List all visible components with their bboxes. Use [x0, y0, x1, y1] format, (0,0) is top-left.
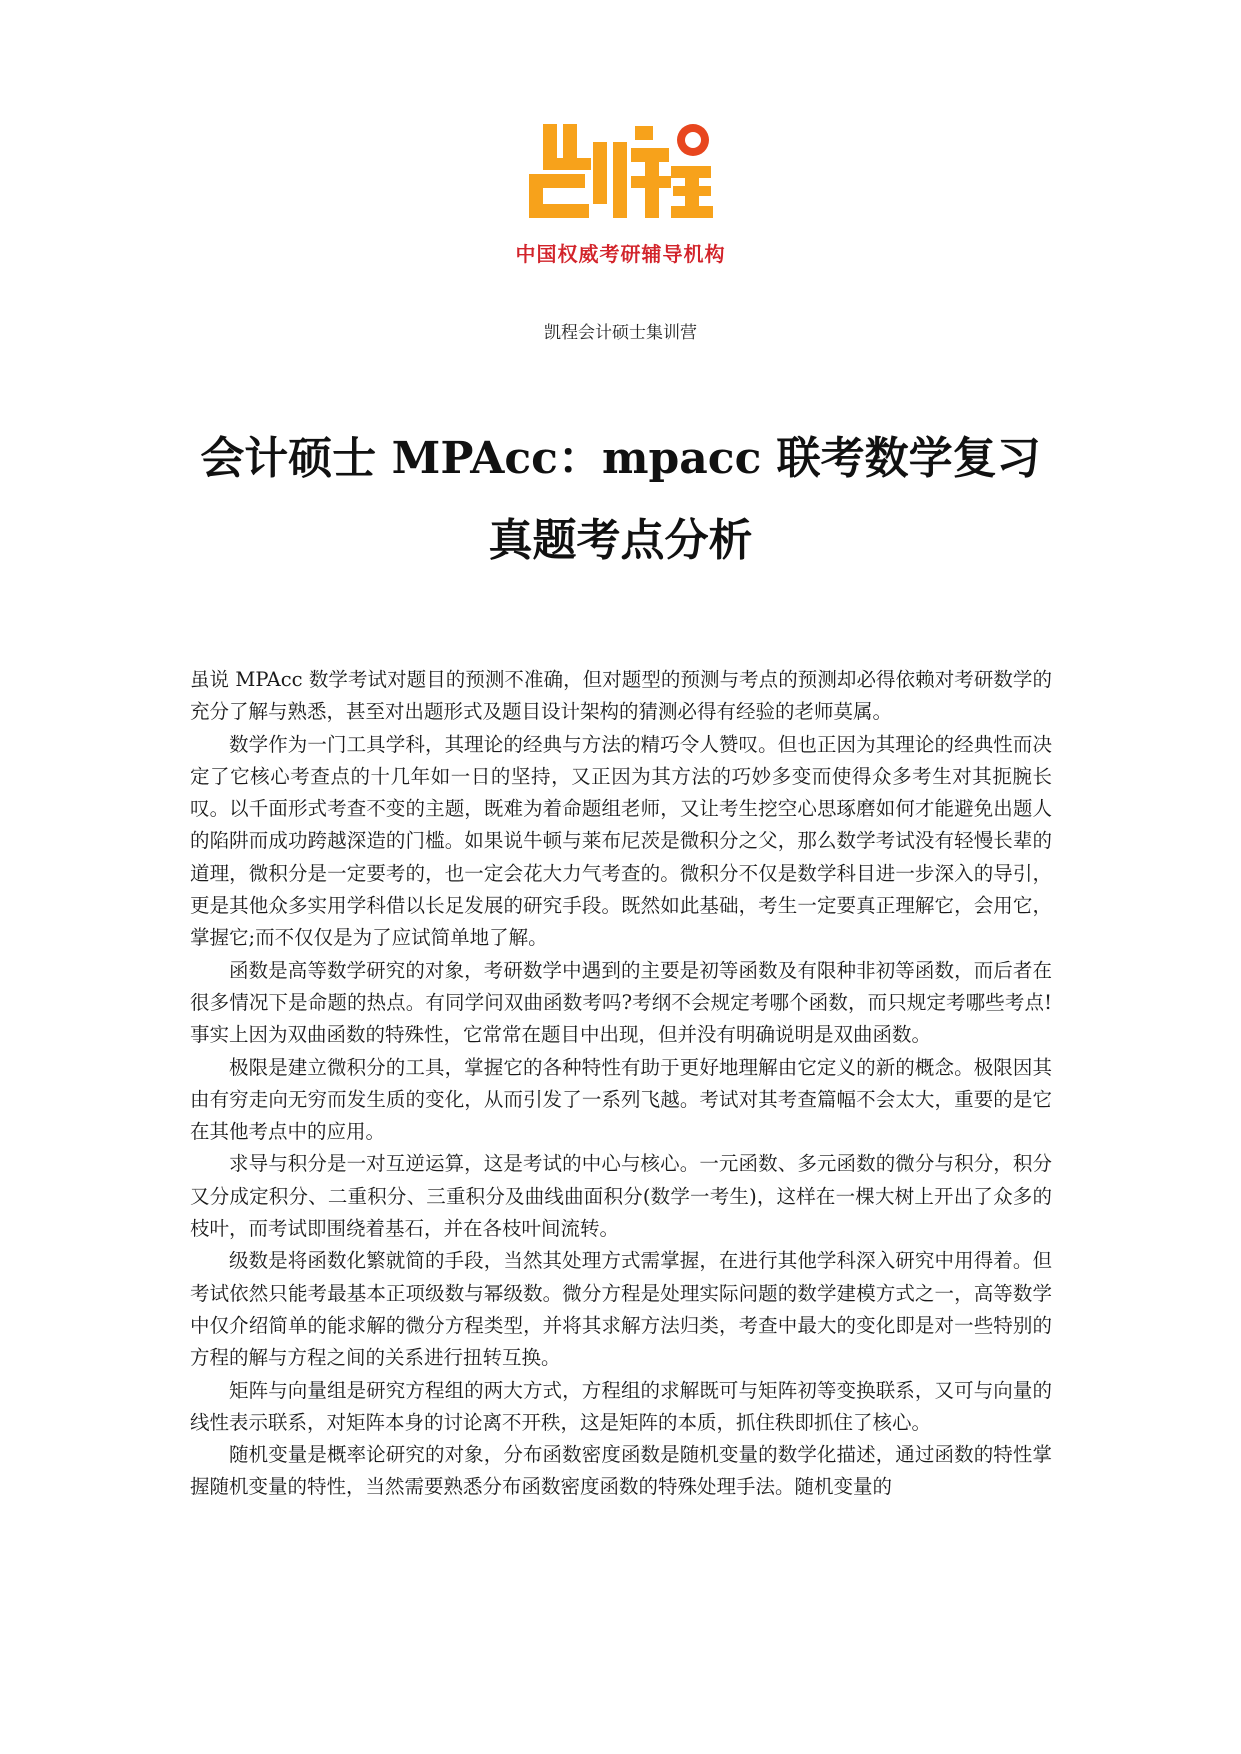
paragraph: 随机变量是概率论研究的对象，分布函数密度函数是随机变量的数学化描述，通过函数的特性掌握随机变量的特性，当然需要熟悉分布函数密度函数的特殊处理手法。随机变量的 — [190, 1443, 1052, 1499]
page-title: 会计硕士 MPAcc：mpacc 联考数学复习真题考点分析 — [200, 433, 1041, 566]
paragraph: 函数是高等数学研究的对象，考研数学中遇到的主要是初等函数及有限种非初等函数，而后者在很多情况下是命题的热点。有同学问双曲函数考吗?考纲不会规定考哪个函数，而只规定考哪些考点!事实上因为双曲函数的特殊性，它常常在题目中出现，但并没有明确说明是双曲函数。 — [190, 958, 1052, 1047]
paragraph: 虽说 MPAcc 数学考试对题目的预测不准确，但对题型的预测与考点的预测却必得依赖对考研数学的充分了解与熟悉，甚至对出题形式及题目设计架构的猜测必得有经验的老师莫属。 — [190, 668, 1052, 724]
paragraph: 矩阵与向量组是研究方程组的两大方式，方程组的求解既可与矩阵初等变换联系，又可与向量的线性表示联系，对矩阵本身的讨论离不开秩，这是矩阵的本质，抓住秩即抓住了核心。 — [190, 1378, 1052, 1434]
paragraph: 求导与积分是一对互逆运算，这是考试的中心与核心。一元函数、多元函数的微分与积分，积分又分成定积分、二重积分、三重积分及曲线曲面积分(数学一考生)，这样在一棵大树上开出了众多的枝叶，而考试即围绕着基石，并在各枝叶间流转。 — [190, 1152, 1052, 1241]
header-org: 凯程会计硕士集训营 — [544, 323, 697, 343]
paragraph: 级数是将函数化繁就简的手段，当然其处理方式需掌握，在进行其他学科深入研究中用得着。但考试依然只能考最基本正项级数与幂级数。微分方程是处理实际问题的数学建模方式之一，高等数学中仅介绍简单的能求解的微分方程类型，并将其求解方法归类，考查中最大的变化即是对一些特别的方程的解与方程之间的关系进行扭转互换。 — [190, 1249, 1052, 1370]
paragraph: 数学作为一门工具学科，其理论的经典与方法的精巧令人赞叹。但也正因为其理论的经典性而决定了它核心考查点的十几年如一日的坚持，又正因为其方法的巧妙多变而使得众多考生对其扼腕长叹。以千面形式考查不变的主题，既难为着命题组老师，又让考生挖空心思琢磨如何才能避免出题人的陷阱而成功跨越深造的门槛。如果说牛顿与莱布尼茨是微积分之父，那么数学考试没有轻慢长辈的道理，微积分是一定要考的，也一定会花大力气考查的。微积分不仅是数学科目进一步深入的导引，更是其他众多实用学科借以长足发展的研究手段。既然如此基础，考生一定要真正理解它，会用它，掌握它;而不仅仅是为了应试简单地了解。 — [190, 732, 1052, 950]
kaicheng-logo — [521, 118, 721, 224]
logo-block — [0, 118, 1241, 267]
paragraph: 极限是建立微积分的工具，掌握它的各种特性有助于更好地理解由它定义的新的概念。极限因其由有穷走向无穷而发生质的变化，从而引发了一系列飞越。考试对其考查篇幅不会太大，重要的是它在其他考点中的应用。 — [190, 1055, 1052, 1144]
logo-tagline: 中国权威考研辅导机构 — [515, 242, 726, 266]
article-body — [190, 664, 1052, 1504]
